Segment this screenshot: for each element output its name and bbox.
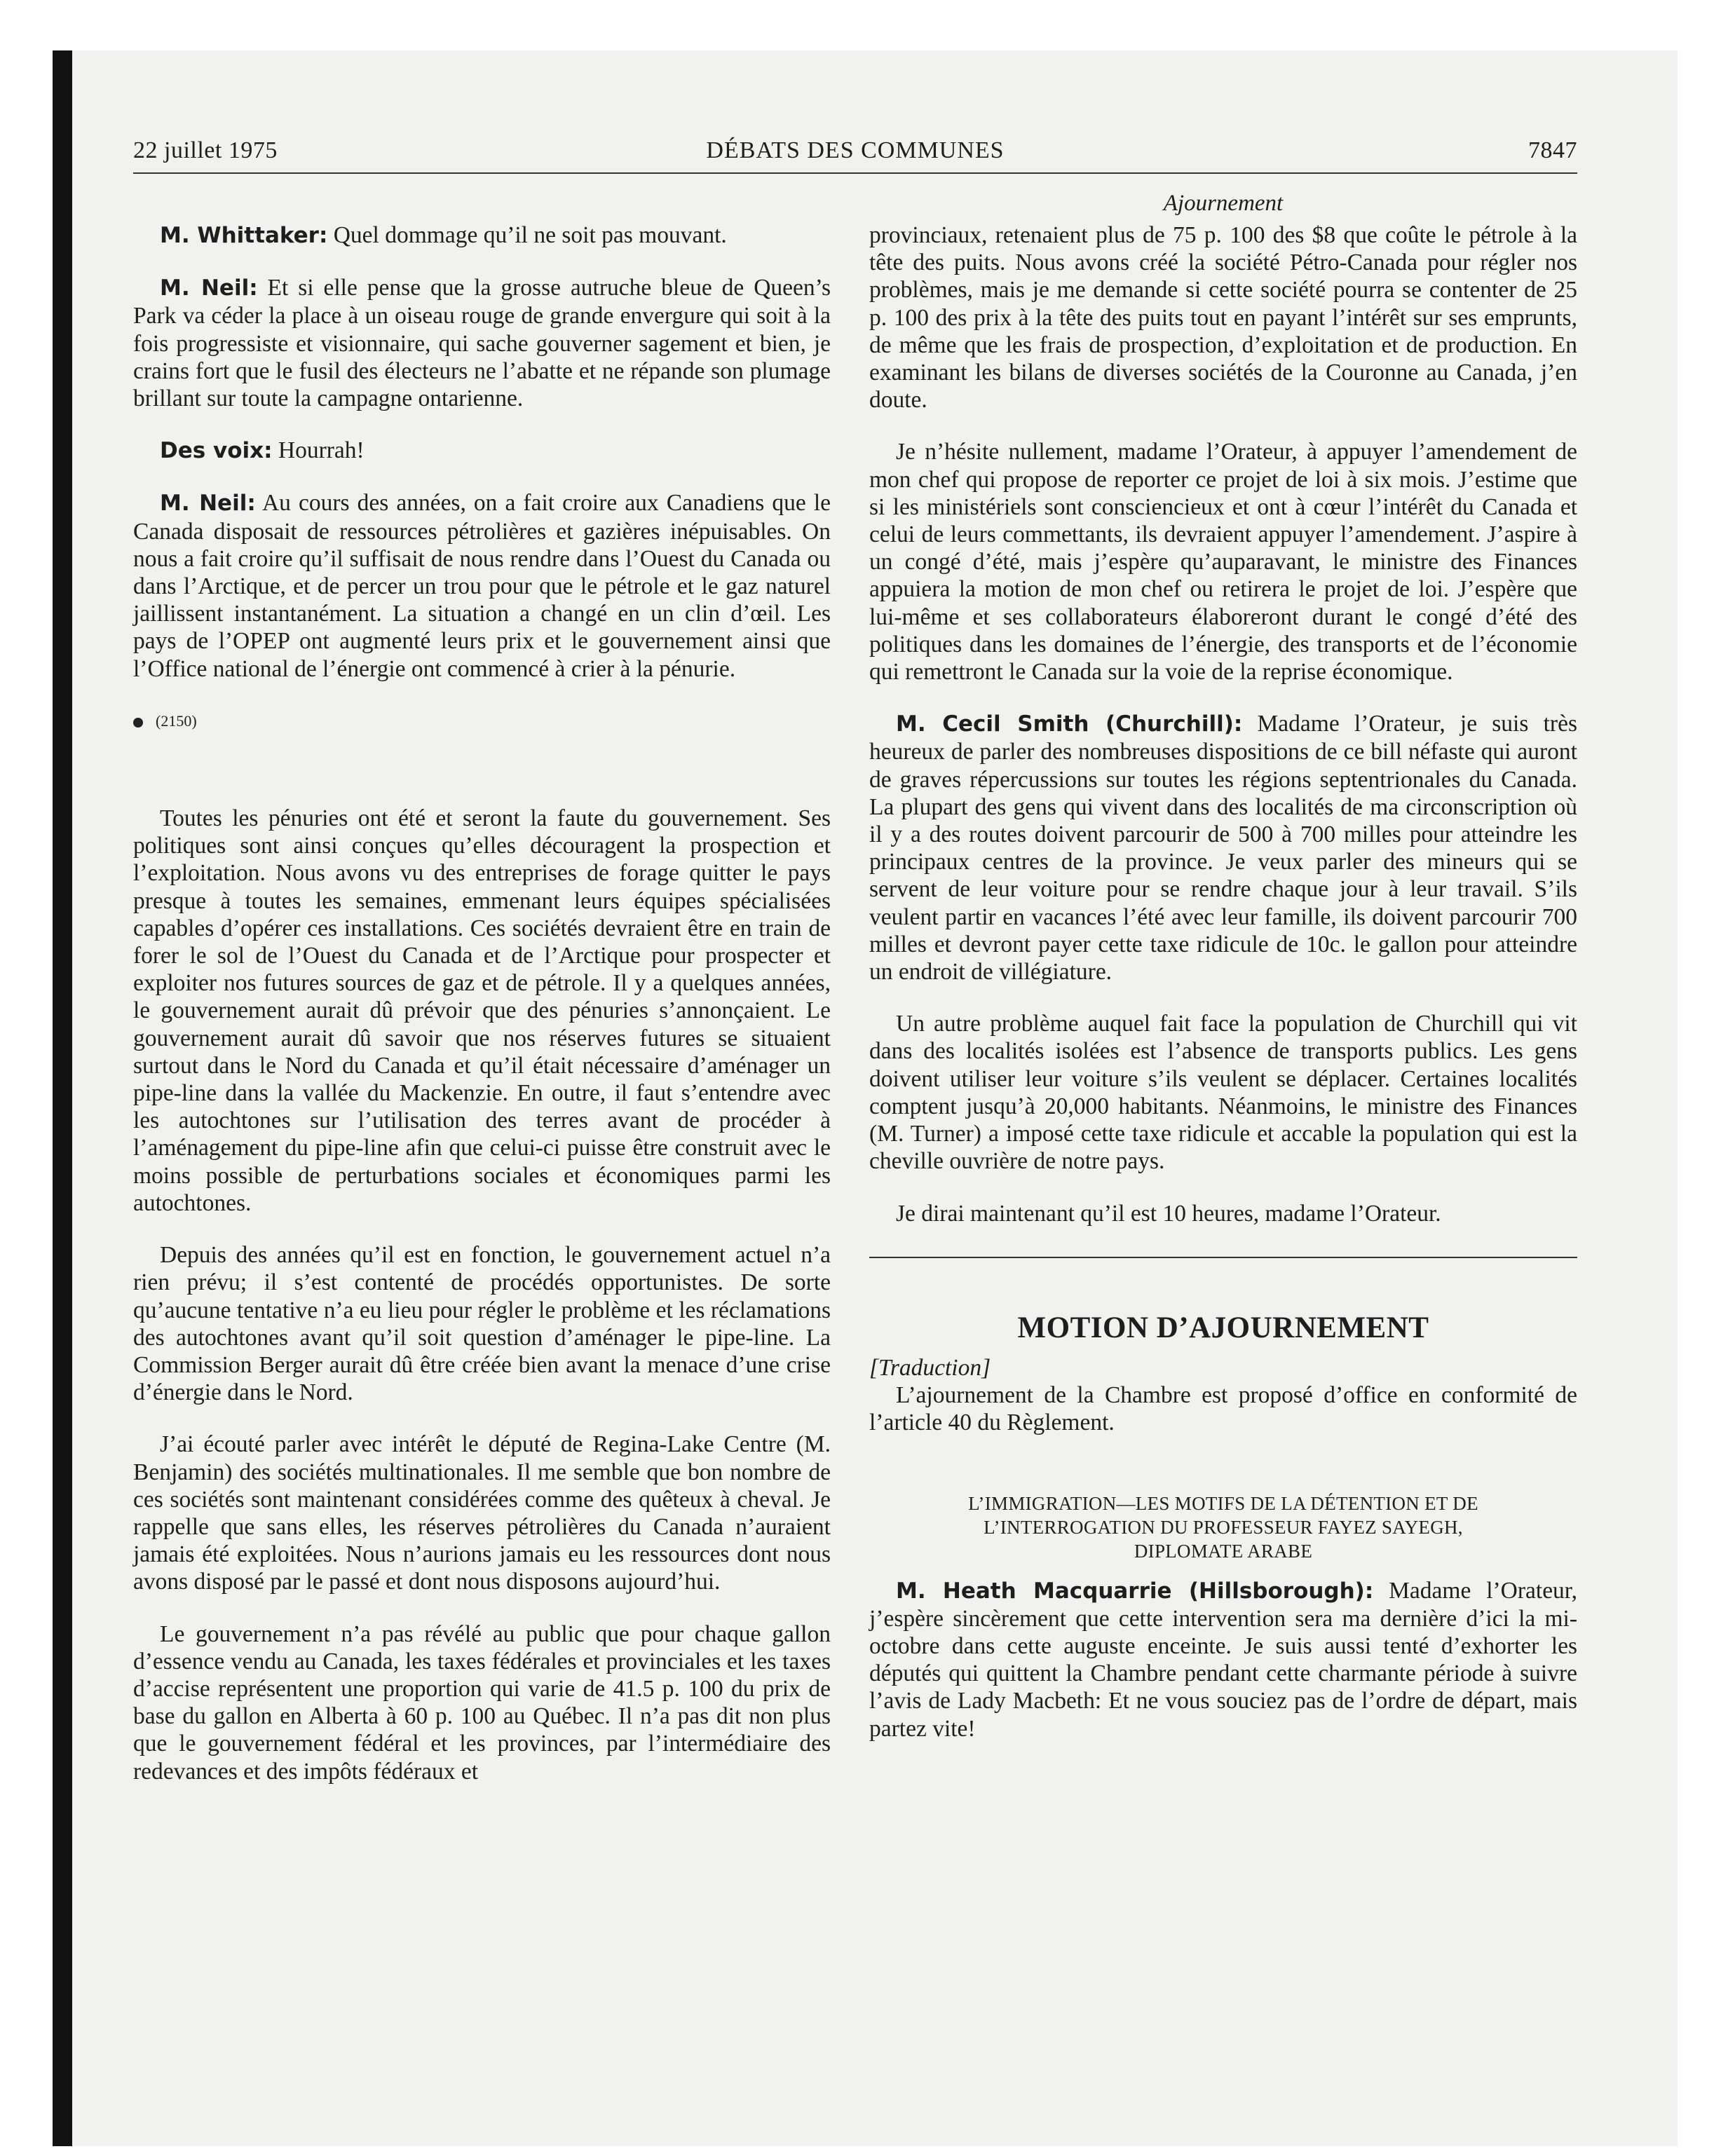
running-head: Ajournement: [1163, 191, 1284, 216]
translation-note: [Traduction]: [869, 1354, 991, 1381]
paragraph: Un autre problème auquel fait face la population de Churchill qui vit dans des localités isolées est l’absence de transports publics. Les gens doivent utiliser leur voiture s’ils veulent se déplacer. Certaines localités comptent jusqu’à 20,000 habitants. Néanmoins, le ministre des Finances (M. Turner) a imposé cette taxe ridicule et accable la population qui est la cheville ouvrière de notre pays.: [869, 1011, 1577, 1175]
time-marker: [133, 707, 831, 735]
speaker-name: M. Neil:: [160, 275, 258, 301]
page-number: 7847: [1528, 137, 1577, 163]
header-title: DÉBATS DES COMMUNES: [706, 137, 1005, 163]
speaker-name: M. Whittaker:: [160, 223, 328, 248]
paragraph: Je dirai maintenant qu’il est 10 heures, madame l’Orateur.: [896, 1200, 1441, 1227]
paragraph: L’ajournement de la Chambre est proposé d’office en conformité de l’article 40 du Règlement.: [869, 1382, 1577, 1436]
paragraph: Le gouvernement n’a pas révélé au public que pour chaque gallon d’essence vendu au Canada, les taxes fédérales et provinciales et les taxes d’accise représentent une proportion qui varie de 41.5 p. 100 du prix de base du gallon en Alberta à 60 p. 100 au Québec. Il n’a pas dit non plus que le gouvernement fédéral et les provinces, par l’intermédiaire des redevances et des impôts fédéraux et: [133, 1621, 831, 1785]
subheading-line: DIPLOMATE ARABE: [1134, 1540, 1313, 1562]
scan-binding-edge: [53, 50, 72, 2146]
section-title: MOTION D’AJOURNEMENT: [1017, 1311, 1429, 1344]
paragraph-text: Hourrah!: [272, 437, 365, 464]
paragraph: Depuis des années qu’il est en fonction, le gouvernement actuel n’a rien prévu; il s’est contenté de procédés opportunistes. De sorte qu’aucune tentative n’a eu lieu pour régler le problème et les réclamations des autochtones avant qu’il soit question d’aménager le pipe-line. La Commission Berger aurait dû être créée bien avant la menace d’une crise d’énergie dans le Nord.: [133, 1242, 831, 1406]
paragraph-text: Madame l’Orateur, je suis très heureux de parler des nombreuses dispositions de ce bill néfaste qui auront de graves répercussions sur toutes les régions septentrionales du Canada. La plupart des gens qui vivent dans des localités de ma circonscription où il y a des routes doivent parcourir de 500 à 700 milles pour atteindre les principaux centres de la province. Je veux parler des mineurs qui se servent de leur voiture pour se rendre chaque jour à leur travail. S’ils veulent partir en vacances l’été avec leur famille, ils doivent parcourir 700 milles et devront payer cette taxe ridicule de 10c. le gallon pour atteindre un endroit de villégiature.: [869, 711, 1577, 985]
paragraph-text: Madame l’Orateur, j’espère sincèrement que cette intervention sera ma dernière d’ici la mi-octobre dans cette auguste enceinte. Je suis aussi tenté d’exhorter les députés qui quittent la Chambre pendant cette charmante période à suivre l’avis de Lady Macbeth: Et ne vous souciez pas de l’ordre de départ, mais partez vite!: [869, 1577, 1577, 1742]
paragraph-text: Et si elle pense que la grosse autruche bleue de Queen’s Park va céder la place à un oiseau rouge de grande envergure qui soit à la fois progressiste et visionnaire, qui sache gouverner sagement et bien, je crains fort que le fusil des électeurs ne l’abatte et ne répande son plumage brillant sur toute la campagne ontarienne.: [133, 275, 831, 412]
speaker-name: M. Neil:: [160, 491, 256, 517]
paragraph: [133, 489, 831, 682]
left-column: [133, 221, 831, 1810]
section-divider: [869, 1257, 1577, 1258]
paragraph-text: Au cours des années, on a fait croire aux Canadiens que le Canada disposait de ressources pétrolières et gazières inépuisables. On nous a fait croire qu’il suffisait de nous rendre dans l’Ouest du Canada ou dans l’Arctique, et de percer un trou pour que le pétrole et le gaz naturel jaillissent instantanément. La situation a changé en un clin d’œil. Les pays de l’OPEP ont augmenté leurs prix et le gouvernement ainsi que l’Office national de l’énergie ont commencé à crier à la pénurie.: [133, 490, 831, 682]
speaker-name: M. Heath Macquarrie (Hillsborough):: [896, 1578, 1374, 1604]
bullet-icon: [133, 718, 143, 728]
paragraph: Toutes les pénuries ont été et seront la faute du gouvernement. Ses politiques sont ainsi conçues qu’elles découragent la prospection et l’exploitation. Nous avons vu des entreprises de forage quitter le pays presque à toutes les semaines, emmenant leurs équipes spécialisées capables d’opérer ces installations. Ces sociétés devraient être en train de forer le sol de l’Ouest du Canada et de l’Arctique pour prospecter et exploiter nos futures sources de gaz et de pétrole. Il y a quelques années, le gouvernement aurait dû prévoir que des pénuries s’annonçaient. Le gouvernement aurait dû savoir que nos réserves futures se situaient surtout dans le Nord du Canada et qu’il était nécessaire d’aménager un pipe-line dans la vallée du Mackenzie. En outre, il faut s’entendre avec les autochtones sur l’utilisation des terres avant de procéder à l’aménagement du pipe-line afin que celui-ci puisse être construit avec le moins possible de perturbations sociales et économiques parmi les autochtones.: [133, 805, 831, 1216]
right-column: [869, 221, 1577, 1767]
paragraph: [133, 221, 831, 250]
paragraph: [869, 1577, 1577, 1742]
speaker-name: M. Cecil Smith (Churchill):: [896, 711, 1243, 737]
time-marker-text: (2150): [156, 711, 197, 730]
paragraph: Je n’hésite nullement, madame l’Orateur, à appuyer l’amendement de mon chef qui propose de reporter ce projet de loi à six mois. J’estime que si les ministériels sont consciencieux et ont à cœur l’intérêt du Canada et celui de leurs commettants, ils devraient appuyer l’amendement. J’aspire à un congé d’été, mais j’espère qu’auparavant, le ministre des Finances appuiera la motion de mon chef ou retirera le projet de loi. J’espère que lui-même et ses collaborateurs élaboreront durant le congé d’été des politiques dans les domaines de l’énergie, des transports et de l’économie qui remettront le Canada sur la voie de la reprise économique.: [869, 439, 1577, 685]
paragraph-text: Quel dommage qu’il ne soit pas mouvant.: [327, 222, 727, 248]
paragraph: provinciaux, retenaient plus de 75 p. 100 des $8 que coûte le pétrole à la tête des puits. Nous avons créé la société Pétro-Canada pour régler nos problèmes, mais je me demande si cette société pourra se contenter de 25 p. 100 des prix à la tête des puits tout en payant l’intérêt sur ses emprunts, de même que les frais de prospection, d’exploitation et de production. En examinant les bilans de diverses sociétés de la Couronne au Canada, j’en doute.: [869, 222, 1577, 414]
paragraph: J’ai écouté parler avec intérêt le député de Regina-Lake Centre (M. Benjamin) des sociétés multinationales. Il me semble que bon nombre de ces sociétés sont maintenant considérées comme des quêteux à cheval. Je rappelle que sans elles, les réserves pétrolières du Canada n’auraient jamais été exploitées. Nous n’aurions jamais eu les ressources dont nous avons disposé par le passé et dont nous disposons aujourd’hui.: [133, 1431, 831, 1595]
speaker-name: Des voix:: [160, 438, 273, 464]
subheading: [890, 1492, 1556, 1563]
header-date: 22 juillet 1975: [133, 137, 278, 163]
paragraph: [869, 710, 1577, 985]
page-header: [133, 137, 1577, 174]
subheading-line: L’INTERROGATION DU PROFESSEUR FAYEZ SAYEGH,: [984, 1516, 1463, 1538]
scan-margin: [0, 0, 53, 2156]
paragraph: [133, 437, 831, 465]
paragraph: [133, 274, 831, 412]
subheading-line: L’IMMIGRATION—LES MOTIFS DE LA DÉTENTION ET DE: [968, 1492, 1478, 1514]
